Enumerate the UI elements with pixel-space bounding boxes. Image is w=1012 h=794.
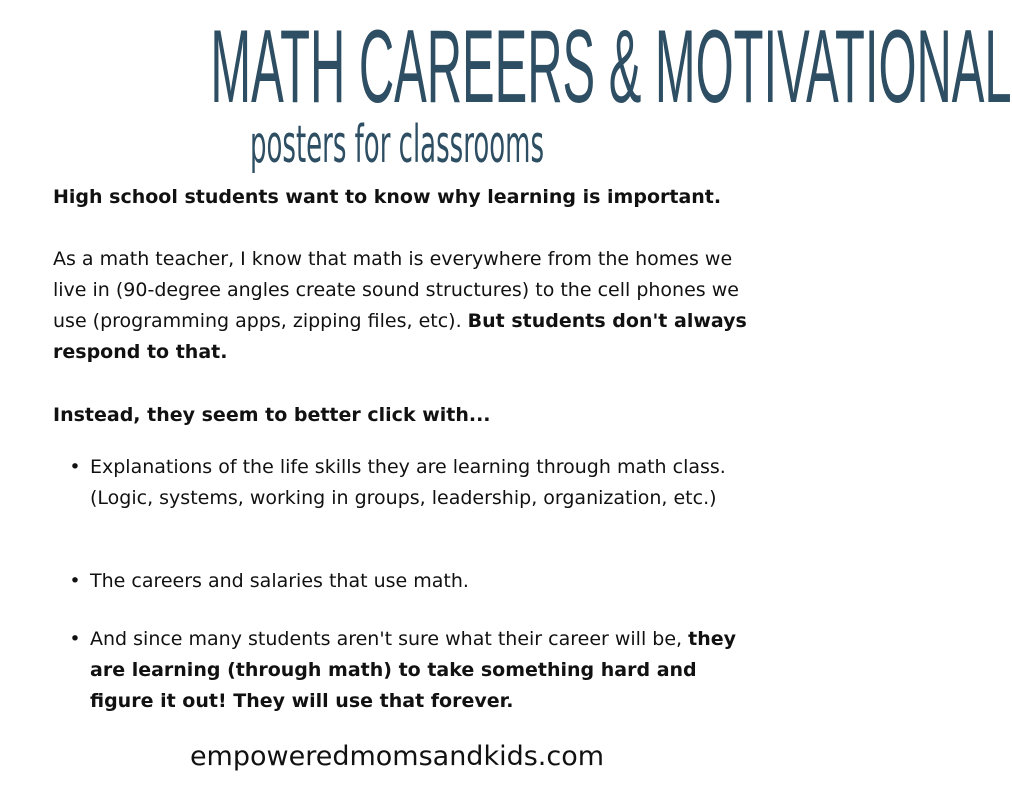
poster-subtitle: posters for classrooms bbox=[249, 115, 545, 175]
bullet-icon: • bbox=[69, 456, 81, 478]
teacher-paragraph-regular: As a math teacher, I know that math is everywhere from the homes we live in (90-degree angles create sound structures) to the cell phones we use (programming apps, zipping files, etc). bbox=[53, 248, 739, 332]
teacher-paragraph-bold: But students don't always respond to that. bbox=[53, 310, 747, 363]
bullet-text-bold: they are learning (through math) to take something hard and figure it out! They will use that forever. bbox=[90, 628, 737, 712]
website-url: empoweredmomsandkids.com bbox=[189, 741, 605, 772]
poster-title: MATH CAREERS & MOTIVATIONAL bbox=[210, 9, 1012, 125]
bullet-text bbox=[90, 452, 740, 514]
bullet-text-regular: Explanations of the life skills they are learning through math class. (Logic, systems, working in groups, leadership, organization, etc.) bbox=[90, 456, 726, 509]
intro-statement: High school students want to know why learning is important. bbox=[53, 186, 722, 208]
bullet-icon: • bbox=[69, 570, 81, 592]
bullet-icon: • bbox=[69, 628, 81, 650]
bullet-text bbox=[90, 624, 740, 717]
bullet-text bbox=[90, 566, 740, 597]
lead-in-statement: Instead, they seem to better click with... bbox=[53, 404, 491, 426]
bullet-text-regular: The careers and salaries that use math. bbox=[90, 570, 469, 592]
teacher-paragraph bbox=[53, 244, 753, 368]
bullet-text-regular: And since many students aren't sure what their career will be, bbox=[90, 628, 689, 650]
